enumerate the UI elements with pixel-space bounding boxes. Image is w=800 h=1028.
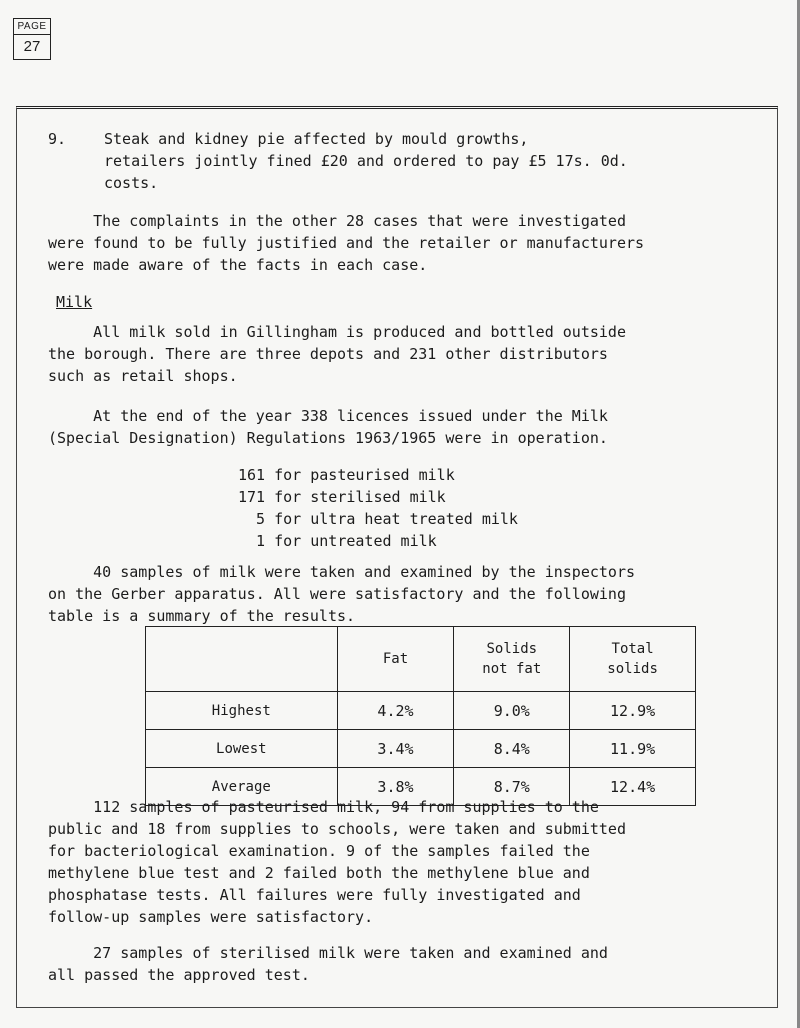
solids-not-fat-value: 9.0% [454, 692, 570, 730]
licence-list-item: 171 for sterilised milk [238, 488, 446, 506]
total-solids-value: 12.4% [570, 768, 696, 806]
paragraph-line: (Special Designation) Regulations 1963/1965 were in operation. [48, 429, 608, 447]
paragraph-line: At the end of the year 338 licences issued under the Milk [48, 407, 608, 425]
paragraph-line: All milk sold in Gillingham is produced and bottled outside [48, 323, 626, 341]
paragraph-line: follow-up samples were satisfactory. [48, 908, 374, 926]
licence-list-item: 1 for untreated milk [238, 532, 437, 550]
table-header-total-solids: Total solids [570, 627, 696, 692]
paragraph-line: The complaints in the other 28 cases that were investigated [48, 212, 626, 230]
section-heading-milk: Milk [56, 293, 93, 311]
paragraph-line: methylene blue test and 2 failed both the methylene blue and [48, 864, 590, 882]
paragraph-line: table is a summary of the results. [48, 607, 356, 625]
paragraph-line: were made aware of the facts in each case. [48, 256, 428, 274]
paragraph-line: such as retail shops. [48, 367, 238, 385]
fat-value: 4.2% [337, 692, 454, 730]
solids-not-fat-value: 8.7% [454, 768, 570, 806]
total-solids-value: 11.9% [570, 730, 696, 768]
row-label: Lowest [146, 730, 338, 768]
milk-results-table [145, 626, 696, 806]
row-label: Highest [146, 692, 338, 730]
paragraph-line: phosphatase tests. All failures were fully investigated and [48, 886, 581, 904]
page-number: 27 [23, 38, 41, 55]
paragraph-line: retailers jointly fined £20 and ordered to pay £5 17s. 0d. [104, 152, 628, 170]
licence-list-item: 5 for ultra heat treated milk [238, 510, 518, 528]
licence-list-item: 161 for pasteurised milk [238, 466, 455, 484]
paragraph-line: were found to be fully justified and the retailer or manufacturers [48, 234, 645, 252]
paragraph-line: Steak and kidney pie affected by mould growths, [104, 130, 529, 148]
paragraph-line: 112 samples of pasteurised milk, 94 from supplies to the [48, 798, 599, 816]
total-solids-value: 12.9% [570, 692, 696, 730]
table-header-row [146, 627, 696, 692]
paragraph-line: public and 18 from supplies to schools, were taken and submitted [48, 820, 626, 838]
paragraph-line: 27 samples of sterilised milk were taken and examined and [48, 944, 608, 962]
table-header-fat: Fat [337, 627, 454, 692]
row-label: Average [146, 768, 338, 806]
fat-value: 3.4% [337, 730, 454, 768]
page-number-badge [13, 18, 51, 60]
table-row [146, 730, 696, 768]
table-header-blank [146, 627, 338, 692]
solids-not-fat-value: 8.4% [454, 730, 570, 768]
table-row [146, 692, 696, 730]
item-number: 9. [48, 130, 67, 148]
paragraph-line: costs. [104, 174, 159, 192]
fat-value: 3.8% [337, 768, 454, 806]
paragraph-line: all passed the approved test. [48, 966, 310, 984]
paragraph-line: 40 samples of milk were taken and examined by the inspectors [48, 563, 635, 581]
page-label: PAGE [14, 19, 50, 35]
paragraph-line: on the Gerber apparatus. All were satisfactory and the following [48, 585, 626, 603]
table-header-solids-not-fat: Solids not fat [454, 627, 570, 692]
paragraph-line: the borough. There are three depots and 231 other distributors [48, 345, 608, 363]
paragraph-line: for bacteriological examination. 9 of the samples failed the [48, 842, 590, 860]
